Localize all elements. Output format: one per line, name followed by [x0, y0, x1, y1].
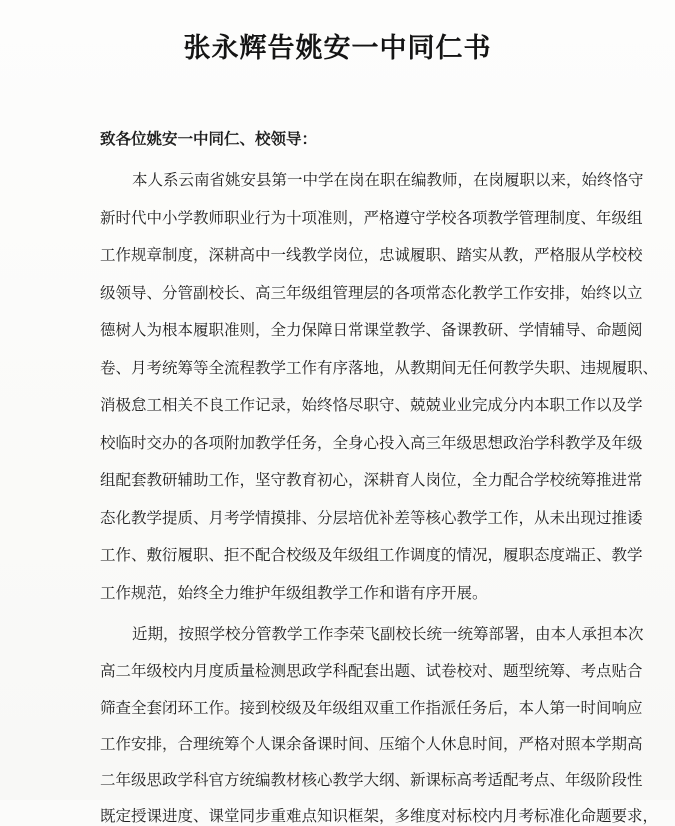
document-title: 张永辉告姚安一中同仁书: [183, 33, 492, 64]
paragraph-line: 组配套教研辅助工作，坚守教育初心，深耕育人岗位，全力配合学校统筹推进常: [100, 471, 643, 489]
paragraph-line: 高二年级校内月度质量检测思政学科配套出题、试卷校对、题型统筹、考点贴合: [100, 662, 643, 680]
paragraph-line: 态化教学提质、月考学情摸排、分层培优补差等核心教学工作，从未出现过推诿: [100, 509, 643, 527]
paragraph-line: 工作、敷衍履职、拒不配合校级及年级组工作调度的情况，履职态度端正、教学: [100, 546, 643, 564]
paragraph-line: 德树人为根本履职准则，全力保障日常课堂教学、备课教研、学情辅导、命题阅: [100, 321, 643, 339]
paragraph-line: 卷、月考统筹等全流程教学工作有序落地，从教期间无任何教学失职、违规履职、: [100, 359, 659, 377]
paragraph-line: 消极怠工相关不良工作记录，始终恪尽职守、兢兢业业完成分内本职工作以及学: [100, 396, 643, 414]
paragraph-line: 级领导、分管副校长、高三年级组管理层的各项常态化教学工作安排，始终以立: [100, 284, 643, 302]
paragraph-line: 校临时交办的各项附加教学任务，全身心投入高三年级思想政治学科教学及年级: [100, 434, 643, 452]
paragraph-line: 筛查全套闭环工作。接到校级及年级组双重工作指派任务后，本人第一时间响应: [100, 699, 643, 717]
paragraph-line: 既定授课进度、课堂同步重难点知识框架，多维度对标校内月考标准化命题要求，: [100, 807, 659, 825]
paragraph-line: 二年级思政学科官方统编教材核心教学大纲、新课标高考适配考点、年级阶段性: [100, 771, 643, 789]
paragraph-line: 本人系云南省姚安县第一中学在岗在职在编教师，在岗履职以来，始终恪守: [132, 171, 644, 189]
paragraph-line: 近期，按照学校分管教学工作李荣飞副校长统一统筹部署，由本人承担本次: [132, 625, 644, 643]
paragraph-line: 工作规范，始终全力维护年级组教学工作和谐有序开展。: [100, 584, 488, 602]
paragraph-line: 工作规章制度，深耕高中一线教学岗位，忠诚履职、踏实从教，严格服从学校校: [100, 246, 643, 264]
paragraph-line: 新时代中小学教师职业行为十项准则，严格遵守学校各项教学管理制度、年级组: [100, 209, 643, 227]
paragraph-line: 工作安排，合理统筹个人课余备课时间、压缩个人休息时间，严格对照本学期高: [100, 735, 643, 753]
salutation: 致各位姚安一中同仁、校领导：: [100, 130, 318, 148]
